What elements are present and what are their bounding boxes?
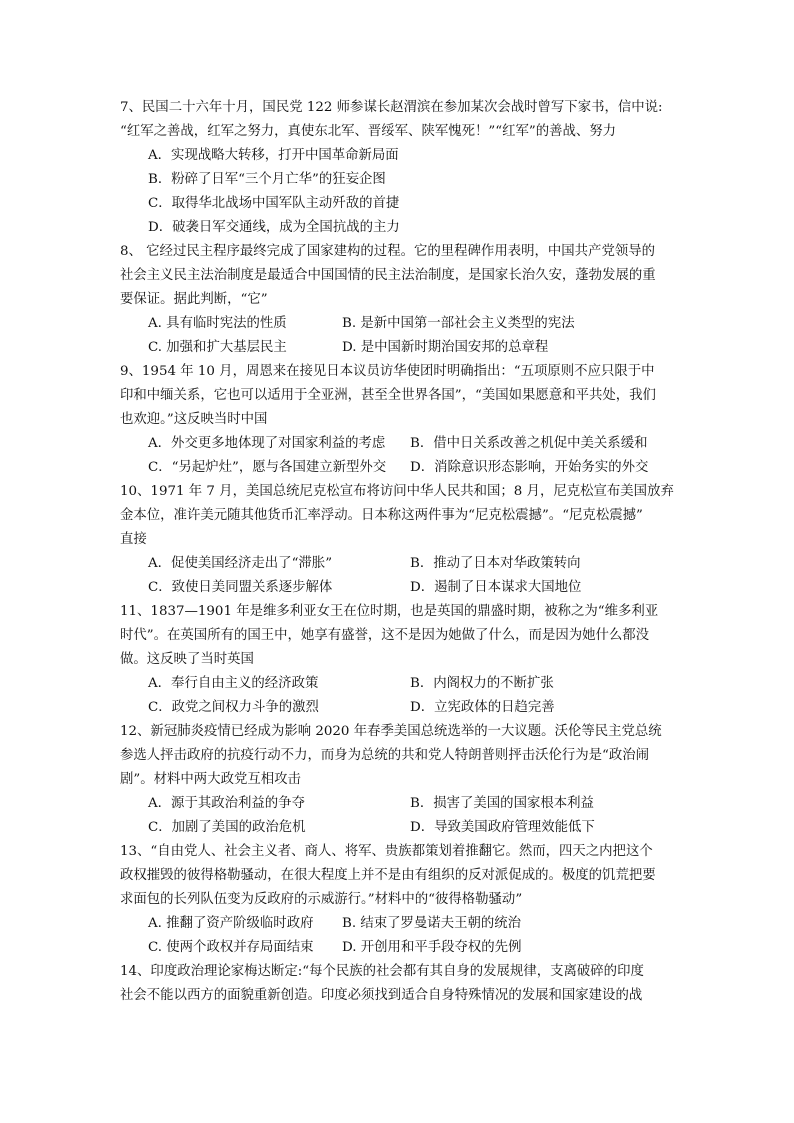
question-block (120, 600, 676, 720)
question-stem-first-line: 7、民国二十六年十月，国民党 122 师参谋长赵渭滨在参加某次会战时曾写下家书，信中说: (120, 100, 663, 115)
option-row (120, 552, 676, 576)
option-row (120, 816, 676, 840)
option-row (120, 312, 676, 336)
option-row (120, 576, 676, 600)
question-stem-first-line: 12、新冠肺炎疫情已经成为影响 2020 年春季美国总统选举的一大议题。沃伦等民主党总统 (120, 724, 662, 739)
option-row (120, 216, 676, 240)
question-stem-line: 社会主义民主法治制度是最适合中国国情的民主法治制度，是国家长治久安，蓬勃发展的重 (120, 268, 656, 283)
answer-option: B. 结束了罗曼诺夫王朝的统治 (342, 916, 522, 931)
answer-option: A. 推翻了资产阶级临时政府 (148, 916, 314, 931)
answer-option: C．致使日美同盟关系逐步解体 (148, 580, 333, 595)
question-stem-line: 参选人抨击政府的抗疫行动不力，而身为总统的共和党人特朗普则抨击沃伦行为是“政治闹 (120, 748, 650, 763)
question-block (120, 360, 676, 480)
option-row (120, 432, 676, 456)
answer-option: B．损害了美国的国家根本利益 (410, 796, 594, 811)
option-row (120, 912, 676, 936)
option-row (120, 336, 676, 360)
question-stem-line: 政权摧毁的彼得格勒骚动，在很大程度上并不是由有组织的反对派促成的。极度的饥荒把要 (120, 868, 656, 883)
question-stem-first-line: 9、1954 年 10 月，周恩来在接见日本议员访华使团时明确指出：“五项原则不应只限于中 (120, 364, 655, 379)
answer-option: B．内阁权力的不断扩张 (410, 676, 554, 691)
option-row (120, 936, 676, 960)
question-stem-line: 直接 (120, 532, 147, 547)
answer-option: A．实现战略大转移，打开中国革命新局面 (148, 148, 399, 163)
answer-option: B．粉碎了日军“三个月亡华”的狂妄企图 (148, 172, 386, 187)
answer-option: C．政党之间权力斗争的激烈 (148, 700, 319, 715)
option-row (120, 144, 676, 168)
answer-option: D. 是中国新时期治国安邦的总章程 (342, 340, 549, 355)
question-block (120, 720, 676, 840)
question-block (120, 480, 676, 600)
question-stem-first-line: 13、“自由党人、社会主义者、商人、将军、贵族都策划着推翻它。然而，四天之内把这个 (120, 844, 653, 859)
question-stem-line: 剧”。材料中两大政党互相攻击 (120, 772, 301, 787)
question-stem-first-line: 11、1837—1901 年是维多利亚女王在位时期，也是英国的鼎盛时期，被称之为“维多利亚 (120, 604, 659, 619)
answer-option: C. 使两个政权并存局面结束 (148, 940, 314, 955)
answer-option: C．“另起炉灶”，愿与各国建立新型外交 (148, 460, 387, 475)
question-stem-first-line: 14、印度政治理论家梅达断定:“每个民族的社会都有其自身的发展规律，支离破碎的印度 (120, 964, 644, 979)
question-block (120, 840, 676, 960)
answer-option: B．借中日关系改善之机促中美关系缓和 (410, 436, 648, 451)
question-stem-line: 时代”。在英国所有的国王中，她享有盛誉，这不是因为她做了什么，而是因为她什么都没 (120, 628, 650, 643)
question-block (120, 240, 676, 360)
option-row (120, 672, 676, 696)
question-block (120, 96, 676, 240)
question-stem-line: 也欢迎。”这反映当时中国 (120, 412, 268, 427)
answer-option: D．消除意识形态影响，开始务实的外交 (410, 460, 649, 475)
question-stem-line: 要保证。据此判断，“它” (120, 292, 268, 307)
answer-option: D. 开创用和平手段夺权的先例 (342, 940, 522, 955)
answer-option: A．源于其政治利益的争夺 (148, 796, 305, 811)
question-stem-first-line: 8、 它经过民主程序最终完成了国家建构的过程。它的里程碑作用表明，中国共产党领导的 (120, 244, 656, 259)
option-row (120, 456, 676, 480)
answer-option: A．促使美国经济走出了“滞胀” (148, 556, 333, 571)
answer-option: C. 加强和扩大基层民主 (148, 340, 287, 355)
question-stem-line: 求面包的长列队伍变为反政府的示威游行。”材料中的“彼得格勒骚动” (120, 892, 523, 907)
answer-option: D．遏制了日本谋求大国地位 (410, 580, 582, 595)
answer-option: D．立宪政体的日趋完善 (410, 700, 555, 715)
question-stem-line: 做。这反映了当时英国 (120, 652, 254, 667)
answer-option: A. 具有临时宪法的性质 (148, 316, 287, 331)
answer-option: A．奉行自由主义的经济政策 (148, 676, 319, 691)
answer-option: D．导致美国政府管理效能低下 (410, 820, 595, 835)
question-list (120, 96, 676, 1008)
option-row (120, 792, 676, 816)
answer-option: C．取得华北战场中国军队主动歼敌的首捷 (148, 196, 400, 211)
question-stem-line: “红军之善战，红军之努力，真使东北军、晋绥军、陕军愧死！”“红军”的善战、努力 (120, 124, 617, 139)
answer-option: D．破袭日军交通线，成为全国抗战的主力 (148, 220, 400, 235)
option-row (120, 696, 676, 720)
question-block (120, 960, 676, 1008)
answer-option: A．外交更多地体现了对国家利益的考虑 (148, 436, 386, 451)
option-row (120, 192, 676, 216)
answer-option: B. 是新中国第一部社会主义类型的宪法 (342, 316, 575, 331)
question-stem-line: 金本位，准许美元随其他货币汇率浮动。日本称这两件事为“尼克松震撼”。“尼克松震撼” (120, 508, 643, 523)
question-stem-first-line: 10、1971 年 7 月，美国总统尼克松宣布将访问中华人民共和国；8 月，尼克松宣布美国放弃 (120, 484, 674, 499)
answer-option: C．加剧了美国的政治危机 (148, 820, 306, 835)
answer-option: B．推动了日本对华政策转向 (410, 556, 581, 571)
question-stem-line: 印和中缅关系，它也可以适用于全亚洲，甚至全世界各国”，“美国如果愿意和平共处，我们 (120, 388, 656, 403)
question-stem-line: 社会不能以西方的面貌重新创造。印度必须找到适合自身特殊情况的发展和国家建设的战 (120, 988, 643, 1003)
option-row (120, 168, 676, 192)
